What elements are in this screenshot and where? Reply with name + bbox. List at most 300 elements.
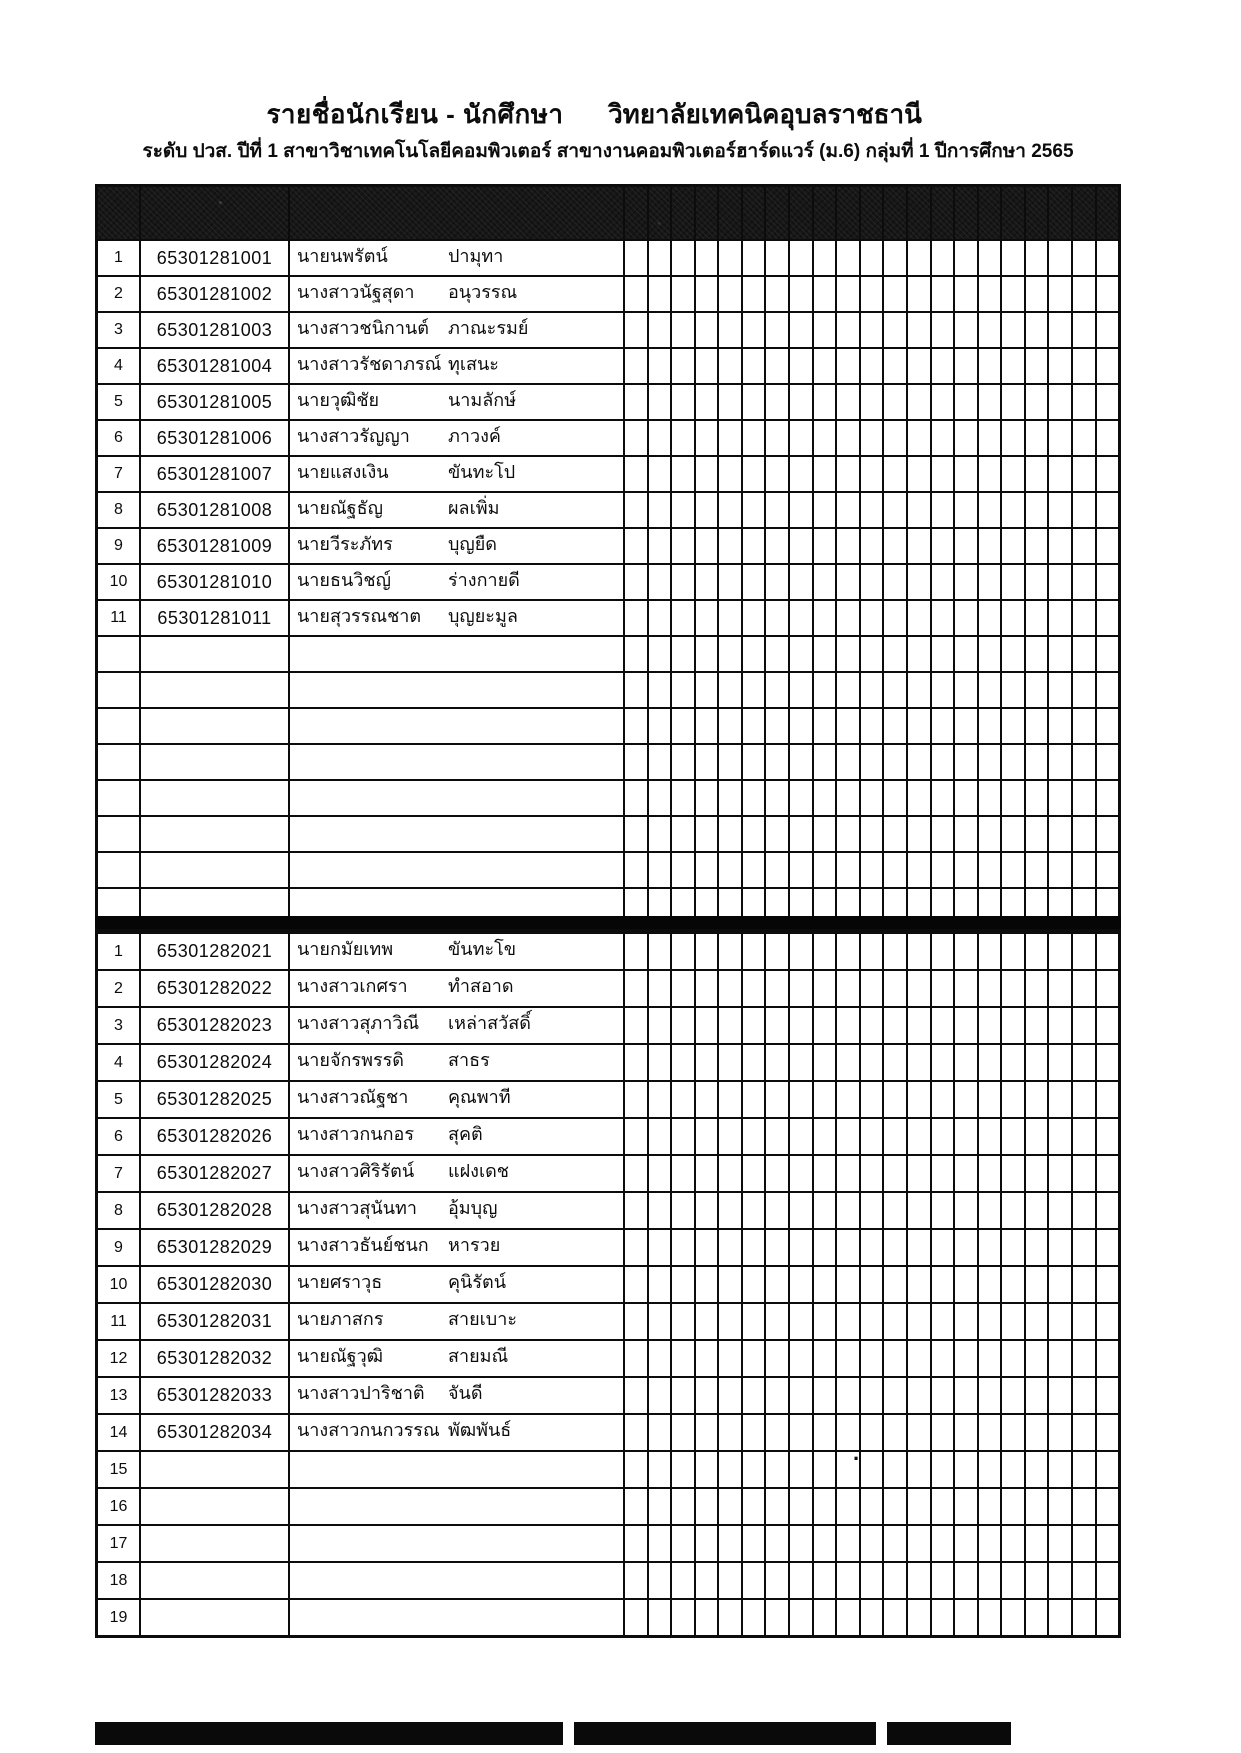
student-id xyxy=(139,1600,288,1635)
student-name xyxy=(288,565,623,599)
attendance-cell xyxy=(647,1378,671,1413)
attendance-cell xyxy=(859,1563,883,1598)
student-row xyxy=(98,1265,1118,1302)
attendance-cell xyxy=(1000,349,1024,383)
attendance-cell xyxy=(1095,1156,1119,1191)
attendance-cell xyxy=(835,1156,859,1191)
attendance-cell xyxy=(882,1600,906,1635)
attendance-cell xyxy=(623,1119,647,1154)
row-number xyxy=(98,673,139,707)
row-number: 1 xyxy=(114,942,123,960)
attendance-cell xyxy=(670,673,694,707)
student-id: 65301282022 xyxy=(139,971,288,1006)
attendance-cell xyxy=(670,1193,694,1228)
student-row xyxy=(98,1487,1118,1524)
attendance-cell xyxy=(717,565,741,599)
last-name: อุ้มบุญ xyxy=(448,1198,498,1218)
attendance-cell xyxy=(1024,349,1048,383)
student-name xyxy=(288,1526,623,1561)
attendance-cell xyxy=(1024,241,1048,275)
attendance-cell xyxy=(882,934,906,969)
attendance-cell xyxy=(1047,457,1071,491)
attendance-cell xyxy=(859,745,883,779)
attendance-cell xyxy=(835,1193,859,1228)
student-name xyxy=(288,1193,623,1228)
attendance-cell xyxy=(670,971,694,1006)
attendance-cell xyxy=(953,1304,977,1339)
attendance-cell xyxy=(977,1526,1001,1561)
attendance-cell xyxy=(953,1341,977,1376)
attendance-cell xyxy=(812,241,836,275)
attendance-cell xyxy=(1095,1563,1119,1598)
attendance-cell xyxy=(835,1119,859,1154)
row-number: 10 xyxy=(109,573,128,590)
student-id: 65301282025 xyxy=(139,1082,288,1117)
attendance-cell xyxy=(1024,1230,1048,1265)
attendance-cell xyxy=(1095,313,1119,347)
first-name: นางสาวเกศรา xyxy=(297,976,408,996)
attendance-cell xyxy=(953,1082,977,1117)
student-id xyxy=(139,1489,288,1524)
row-number: 9 xyxy=(114,1238,123,1256)
attendance-cell xyxy=(953,745,977,779)
attendance-cell xyxy=(859,1119,883,1154)
attendance-cell xyxy=(788,1156,812,1191)
attendance-cell xyxy=(906,1526,930,1561)
row-number: 11 xyxy=(110,1312,127,1330)
attendance-cell xyxy=(717,241,741,275)
attendance-cell xyxy=(1000,709,1024,743)
attendance-cell xyxy=(930,1341,954,1376)
attendance-cell xyxy=(1071,601,1095,635)
student-name xyxy=(288,313,623,347)
attendance-cell xyxy=(623,1267,647,1302)
attendance-cell xyxy=(930,1230,954,1265)
attendance-cell xyxy=(741,1230,765,1265)
attendance-cell xyxy=(977,673,1001,707)
attendance-cell xyxy=(882,1304,906,1339)
attendance-cell xyxy=(930,1008,954,1043)
attendance-cell xyxy=(906,1267,930,1302)
row-number: 7 xyxy=(114,465,123,482)
attendance-cell xyxy=(1095,971,1119,1006)
student-id: 65301282034 xyxy=(139,1415,288,1450)
attendance-cell xyxy=(1047,529,1071,563)
attendance-cell xyxy=(953,241,977,275)
first-name: นางสาวชนิกานต์ xyxy=(297,318,429,338)
attendance-cell xyxy=(953,601,977,635)
attendance-cell xyxy=(1047,781,1071,815)
attendance-cell xyxy=(930,853,954,887)
attendance-cell xyxy=(953,934,977,969)
attendance-cell xyxy=(788,529,812,563)
student-id: 65301281001 xyxy=(139,241,288,275)
attendance-cell xyxy=(1024,493,1048,527)
first-name: นายวีระภัทร xyxy=(297,534,393,554)
attendance-cell xyxy=(977,493,1001,527)
attendance-cell xyxy=(741,1378,765,1413)
header-cell-name xyxy=(288,187,623,239)
attendance-cell xyxy=(1000,385,1024,419)
student-row xyxy=(98,815,1118,851)
row-number: 3 xyxy=(114,321,123,338)
first-name xyxy=(290,709,448,743)
attendance-cell xyxy=(670,457,694,491)
attendance-cell xyxy=(859,1378,883,1413)
attendance-cell xyxy=(717,421,741,455)
attendance-cell xyxy=(953,781,977,815)
attendance-cell xyxy=(788,673,812,707)
row-number: 4 xyxy=(114,357,123,374)
first-name: นางสาวศิริรัตน์ xyxy=(297,1161,415,1181)
attendance-cell xyxy=(859,637,883,671)
attendance-cell xyxy=(835,745,859,779)
attendance-cell xyxy=(1024,1045,1048,1080)
attendance-cell xyxy=(977,781,1001,815)
attendance-cell xyxy=(741,817,765,851)
attendance-cell xyxy=(882,745,906,779)
attendance-cell xyxy=(953,313,977,347)
attendance-cell xyxy=(1024,709,1048,743)
attendance-cell xyxy=(1024,1156,1048,1191)
attendance-cell xyxy=(1071,1193,1095,1228)
attendance-cell xyxy=(764,385,788,419)
attendance-cell xyxy=(906,1600,930,1635)
attendance-cell xyxy=(930,313,954,347)
attendance-cell xyxy=(670,241,694,275)
attendance-cell xyxy=(930,781,954,815)
row-number: 3 xyxy=(114,1016,123,1034)
attendance-cell xyxy=(694,1008,718,1043)
attendance-cell xyxy=(1000,1193,1024,1228)
attendance-cell xyxy=(882,781,906,815)
attendance-cell xyxy=(953,1230,977,1265)
attendance-cell xyxy=(647,349,671,383)
attendance-cell xyxy=(930,1563,954,1598)
attendance-cell xyxy=(788,493,812,527)
attendance-cell xyxy=(741,934,765,969)
attendance-cell xyxy=(623,1045,647,1080)
student-name xyxy=(288,457,623,491)
attendance-cell xyxy=(764,493,788,527)
student-name xyxy=(288,817,623,851)
attendance-cell xyxy=(1095,493,1119,527)
attendance-cell xyxy=(647,385,671,419)
attendance-cell xyxy=(717,1526,741,1561)
first-name xyxy=(290,745,448,779)
attendance-cell xyxy=(1000,421,1024,455)
attendance-cell xyxy=(764,853,788,887)
attendance-cell xyxy=(1095,1045,1119,1080)
header-cell-attendance xyxy=(1024,187,1048,239)
attendance-cell xyxy=(977,745,1001,779)
student-id xyxy=(139,781,288,815)
attendance-cell xyxy=(670,385,694,419)
student-row xyxy=(98,1450,1118,1487)
attendance-cell xyxy=(1000,241,1024,275)
attendance-cell xyxy=(1071,1341,1095,1376)
attendance-cell xyxy=(1047,1489,1071,1524)
attendance-cell xyxy=(764,277,788,311)
row-number: 18 xyxy=(109,1571,128,1589)
attendance-cell xyxy=(906,1304,930,1339)
attendance-cell xyxy=(764,1526,788,1561)
last-name: จันดี xyxy=(448,1383,483,1403)
attendance-cell xyxy=(1071,1156,1095,1191)
attendance-cell xyxy=(882,1230,906,1265)
attendance-cell xyxy=(694,1341,718,1376)
last-name: สายมณี xyxy=(448,1346,509,1366)
attendance-cell xyxy=(835,853,859,887)
first-name xyxy=(290,1489,448,1524)
student-row xyxy=(98,969,1118,1006)
last-name: พัฒพันธ์ xyxy=(448,1420,512,1440)
student-id: 65301281008 xyxy=(139,493,288,527)
attendance-cell xyxy=(647,241,671,275)
attendance-cell xyxy=(882,1082,906,1117)
attendance-cell xyxy=(906,1008,930,1043)
first-name xyxy=(290,1526,448,1561)
student-row xyxy=(98,743,1118,779)
attendance-cell xyxy=(670,1304,694,1339)
row-number: 7 xyxy=(114,1164,123,1182)
attendance-cell xyxy=(859,277,883,311)
stray-mark: . xyxy=(853,1440,860,1465)
attendance-cell xyxy=(835,349,859,383)
attendance-cell xyxy=(835,934,859,969)
attendance-cell xyxy=(882,1489,906,1524)
attendance-cell xyxy=(859,1230,883,1265)
attendance-cell xyxy=(717,385,741,419)
first-name: นายภาสกร xyxy=(297,1309,384,1329)
attendance-cell xyxy=(788,1230,812,1265)
student-name xyxy=(288,781,623,815)
header-cell-attendance xyxy=(1000,187,1024,239)
student-name xyxy=(288,421,623,455)
attendance-cell xyxy=(694,709,718,743)
attendance-cell xyxy=(1071,1489,1095,1524)
attendance-cell xyxy=(623,1230,647,1265)
student-row xyxy=(98,1413,1118,1450)
attendance-cell xyxy=(812,1600,836,1635)
attendance-cell xyxy=(764,529,788,563)
attendance-cell xyxy=(741,1119,765,1154)
attendance-cell xyxy=(717,601,741,635)
attendance-cell xyxy=(1024,1600,1048,1635)
attendance-cell xyxy=(930,971,954,1006)
student-row xyxy=(98,1376,1118,1413)
attendance-cell xyxy=(623,241,647,275)
attendance-cell xyxy=(835,277,859,311)
attendance-cell xyxy=(623,349,647,383)
student-id: 65301282030 xyxy=(139,1267,288,1302)
attendance-cell xyxy=(764,745,788,779)
attendance-cell xyxy=(670,781,694,815)
attendance-cell xyxy=(812,1341,836,1376)
attendance-cell xyxy=(977,1045,1001,1080)
attendance-cell xyxy=(812,1304,836,1339)
attendance-cell xyxy=(930,349,954,383)
last-name: คุนิรัตน์ xyxy=(448,1272,507,1292)
attendance-cell xyxy=(647,457,671,491)
attendance-cell xyxy=(1095,853,1119,887)
header-cell-attendance xyxy=(764,187,788,239)
attendance-cell xyxy=(741,1452,765,1487)
attendance-cell xyxy=(953,673,977,707)
attendance-cell xyxy=(1095,673,1119,707)
attendance-cell xyxy=(623,971,647,1006)
row-number: 15 xyxy=(109,1460,128,1478)
attendance-cell xyxy=(1095,1119,1119,1154)
attendance-cell xyxy=(741,971,765,1006)
attendance-cell xyxy=(1047,971,1071,1006)
attendance-cell xyxy=(1071,673,1095,707)
student-name xyxy=(288,529,623,563)
attendance-cell xyxy=(788,1045,812,1080)
student-id xyxy=(139,1452,288,1487)
attendance-cell xyxy=(717,1563,741,1598)
attendance-cell xyxy=(953,1563,977,1598)
attendance-cell xyxy=(741,277,765,311)
attendance-cell xyxy=(1000,745,1024,779)
attendance-cell xyxy=(1095,241,1119,275)
attendance-cell xyxy=(882,277,906,311)
attendance-cell xyxy=(741,1526,765,1561)
attendance-cell xyxy=(977,565,1001,599)
attendance-cell xyxy=(764,971,788,1006)
attendance-cell xyxy=(930,1452,954,1487)
attendance-cell xyxy=(741,529,765,563)
attendance-cell xyxy=(623,1563,647,1598)
row-number: 17 xyxy=(109,1534,128,1552)
attendance-cell xyxy=(882,493,906,527)
attendance-cell xyxy=(764,1563,788,1598)
student-name xyxy=(288,241,623,275)
attendance-cell xyxy=(906,1415,930,1450)
attendance-cell xyxy=(1095,1489,1119,1524)
attendance-cell xyxy=(953,565,977,599)
attendance-cell xyxy=(1047,745,1071,779)
student-name xyxy=(288,745,623,779)
attendance-cell xyxy=(1024,1526,1048,1561)
attendance-cell xyxy=(835,565,859,599)
attendance-cell xyxy=(1095,1341,1119,1376)
attendance-cell xyxy=(1071,349,1095,383)
header-cell-attendance xyxy=(647,187,671,239)
header-cell-attendance xyxy=(1095,187,1119,239)
attendance-cell xyxy=(1047,1378,1071,1413)
attendance-cell xyxy=(694,1230,718,1265)
attendance-cell xyxy=(812,1119,836,1154)
attendance-cell xyxy=(694,385,718,419)
student-id: 65301282028 xyxy=(139,1193,288,1228)
attendance-cell xyxy=(623,673,647,707)
first-name: นายจักรพรรดิ xyxy=(297,1050,404,1070)
attendance-cell xyxy=(930,1082,954,1117)
attendance-cell xyxy=(764,781,788,815)
attendance-cell xyxy=(859,1526,883,1561)
attendance-cell xyxy=(906,637,930,671)
header-cell-attendance xyxy=(930,187,954,239)
attendance-cell xyxy=(717,349,741,383)
attendance-cell xyxy=(670,1156,694,1191)
attendance-cell xyxy=(647,817,671,851)
attendance-cell xyxy=(812,817,836,851)
attendance-cell xyxy=(1024,637,1048,671)
last-name: คุณพาที xyxy=(448,1087,511,1107)
student-id: 65301281011 xyxy=(139,601,288,635)
first-name xyxy=(290,673,448,707)
attendance-cell xyxy=(1071,709,1095,743)
attendance-cell xyxy=(1000,1415,1024,1450)
attendance-cell xyxy=(812,781,836,815)
first-name xyxy=(290,1563,448,1598)
attendance-cell xyxy=(670,1230,694,1265)
attendance-cell xyxy=(670,709,694,743)
attendance-cell xyxy=(882,421,906,455)
first-name xyxy=(290,853,448,887)
attendance-cell xyxy=(1047,1082,1071,1117)
last-name: ขันทะโป xyxy=(448,462,516,482)
attendance-cell xyxy=(859,421,883,455)
attendance-cell xyxy=(882,853,906,887)
attendance-cell xyxy=(623,934,647,969)
attendance-cell xyxy=(1047,817,1071,851)
attendance-cell xyxy=(1095,601,1119,635)
attendance-cell xyxy=(647,971,671,1006)
attendance-cell xyxy=(882,1267,906,1302)
student-id: 65301281005 xyxy=(139,385,288,419)
attendance-cell xyxy=(859,313,883,347)
student-name xyxy=(288,1156,623,1191)
attendance-cell xyxy=(1000,1452,1024,1487)
student-id: 65301282026 xyxy=(139,1119,288,1154)
attendance-cell xyxy=(930,529,954,563)
student-id xyxy=(139,673,288,707)
class-subtitle: ระดับ ปวส. ปีที่ 1 สาขาวิชาเทคโนโลยีคอมพิวเตอร์ สาขางานคอมพิวเตอร์ฮาร์ดแวร์ (ม.6) กลุ่มที่ 1 ปีการศึกษา 2565 xyxy=(142,141,1074,162)
attendance-cell xyxy=(694,673,718,707)
attendance-cell xyxy=(694,277,718,311)
student-id: 65301282032 xyxy=(139,1341,288,1376)
attendance-cell xyxy=(977,709,1001,743)
attendance-cell xyxy=(717,1378,741,1413)
attendance-cell xyxy=(977,421,1001,455)
attendance-cell xyxy=(906,853,930,887)
student-row xyxy=(98,1339,1118,1376)
header-cell-attendance xyxy=(835,187,859,239)
student-name xyxy=(288,971,623,1006)
student-id: 65301282027 xyxy=(139,1156,288,1191)
attendance-cell xyxy=(1071,781,1095,815)
attendance-cell xyxy=(670,637,694,671)
attendance-cell xyxy=(1024,817,1048,851)
attendance-cell xyxy=(741,421,765,455)
header-cell-attendance xyxy=(694,187,718,239)
student-row xyxy=(98,851,1118,887)
attendance-cell xyxy=(694,1267,718,1302)
attendance-cell xyxy=(859,1304,883,1339)
attendance-cell xyxy=(647,1267,671,1302)
row-number: 1 xyxy=(114,249,123,266)
attendance-cell xyxy=(788,1341,812,1376)
attendance-cell xyxy=(623,1452,647,1487)
attendance-cell xyxy=(764,565,788,599)
attendance-cell xyxy=(717,1341,741,1376)
attendance-cell xyxy=(1071,1304,1095,1339)
attendance-cell xyxy=(647,673,671,707)
student-name xyxy=(288,1267,623,1302)
header-cell-attendance xyxy=(977,187,1001,239)
